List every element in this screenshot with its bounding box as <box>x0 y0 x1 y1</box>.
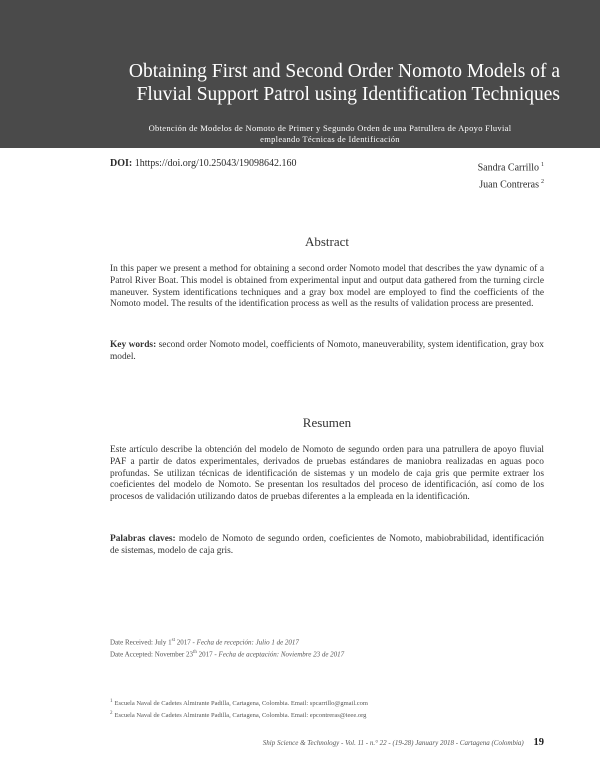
footnote-2 <box>110 709 544 721</box>
footnotes <box>110 697 544 721</box>
author-1 <box>344 158 544 175</box>
doi-line <box>110 158 297 169</box>
date-accepted: Date Accepted: November 23th 2017 - Fecha de aceptación: Noviembre 23 de 2017 <box>110 649 345 659</box>
abstract-heading: Abstract <box>304 234 350 249</box>
author-name: Sandra Carrillo <box>477 162 539 174</box>
abstract-keywords <box>110 340 544 364</box>
author-mark: 1 <box>541 162 544 168</box>
journal-citation: Ship Science & Technology - Vol. 11 - n.° 22 - (19-28) January 2018 - Cartagena (Colombia) <box>262 739 524 747</box>
footnote-mark: 1 <box>110 699 113 704</box>
resumen-keywords <box>110 534 544 558</box>
abstract-body: In this paper we present a method for obtaining a second order Nomoto model that describes the yaw dynamic of a Patrol River Boat. This model is obtained from experimental input and output data gathered from the turning circle maneuver. System identifications techniques and a gray box model are employed to find the coefficients of the Nomoto model. The results of the identification process as well as the results of validation process are presented. <box>110 264 544 310</box>
footnote-text: Escuela Naval de Cadetes Almirante Padilla, Cartagena, Colombia. Email: epcontreras@ieee.org <box>114 712 367 720</box>
author-name: Juan Contreras <box>479 179 539 191</box>
page-number: 19 <box>533 737 544 748</box>
paper-title-line-2: Fluvial Support Patrol using Identification Techniques <box>136 84 560 105</box>
resumen-heading: Resumen <box>302 415 352 430</box>
date-accepted-sup: th <box>193 649 197 655</box>
keywords-text: second order Nomoto model, coefficients of Nomoto, maneuverability, system identification, gray box model. <box>110 340 544 362</box>
keywords-label: Key words: <box>110 340 157 350</box>
resumen-body: Este artículo describe la obtención del modelo de Nomoto de segundo orden para una patrullera de apoyo fluvial PAF a partir de datos experimentales, derivados de pruebas estándares de maniobra realizadas en aguas poco profundas. Se utilizan técnicas de identificación de sistemas y un modelo de caja gris que permite extraer los coeficientes del modelo de Nomoto. Se presentan los resultados del proceso de identificación, así como de los procesos de validación utilizando datos de pruebas diferentes a la empleada en la identificación. <box>110 445 544 503</box>
date-received: Date Received: July 1st 2017 - Fecha de recepción: Julio 1 de 2017 <box>110 638 299 647</box>
author-mark: 2 <box>541 179 544 186</box>
doi-label: DOI: <box>110 158 133 169</box>
paper-title <box>100 60 560 106</box>
paper-subtitle <box>120 123 540 145</box>
paper-subtitle-line-1: Obtención de Modelos de Nomoto de Primer y Segundo Orden de una Patrullera de Apoyo Fluvial <box>148 123 512 133</box>
paper-subtitle-line-2: empleando Técnicas de Identificación <box>260 134 400 144</box>
date-accepted-label: Date Accepted: November 23 <box>110 650 193 659</box>
footnote-mark: 2 <box>110 711 113 717</box>
author-list <box>344 158 544 193</box>
footnote-text: Escuela Naval de Cadetes Almirante Padilla, Cartagena, Colombia. Email: spcarrillo@gmail.com <box>114 700 368 708</box>
doi-link[interactable]: 1https://doi.org/10.25043/19098642.160 <box>134 158 297 169</box>
date-received-sup: st <box>171 638 175 643</box>
date-accepted-year: 2017 <box>196 650 213 659</box>
author-2 <box>344 175 544 192</box>
date-received-label: Date Received: July 1 <box>110 638 172 647</box>
fecha-recepcion: Fecha de recepción: Julio 1 de 2017 <box>196 638 299 647</box>
paper-title-line-1: Obtaining First and Second Order Nomoto Models of a <box>128 61 560 82</box>
palabras-claves-label: Palabras claves: <box>110 534 176 544</box>
palabras-claves-text: modelo de Nomoto de segundo orden, coeficientes de Nomoto, mabiobrabilidad, identificación de sistemas, modelo de caja gris. <box>110 534 544 556</box>
fecha-aceptacion: Fecha de aceptación: Noviembre 23 de 2017 <box>218 650 345 659</box>
dates-block <box>110 636 544 660</box>
date-received-year: 2017 <box>174 638 191 647</box>
journal-footer <box>263 737 544 748</box>
footnote-1 <box>110 697 544 709</box>
